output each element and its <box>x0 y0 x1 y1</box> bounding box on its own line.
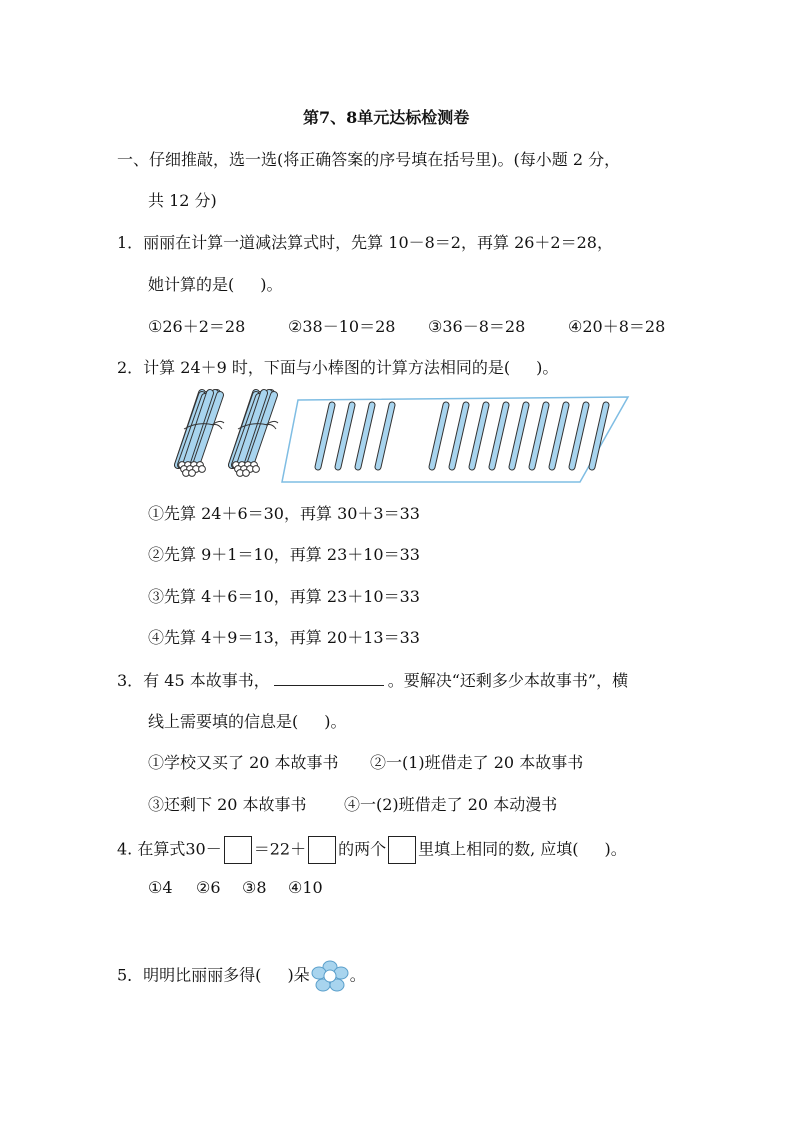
sticks-figure-svg <box>172 385 632 485</box>
q3-text <box>117 669 628 692</box>
q2-prompt-end: )。 <box>536 358 559 377</box>
section-heading: 一、仔细推敲，选一选(将正确答案的序号填在括号里)。(每小题 2 分， <box>117 150 621 169</box>
q2-option[interactable]: ④先算 4＋9＝13，再算 20＋13＝33 <box>148 628 420 647</box>
q5-prompt: 5．明明比丽丽多得( <box>117 965 262 985</box>
q4-prompt-a: 4. 在算式30－ <box>117 839 222 859</box>
q5-prompt-end: 。 <box>349 965 366 985</box>
q4-box[interactable] <box>308 836 336 864</box>
q3-fill-line[interactable] <box>274 669 384 686</box>
q4-prompt-e: )。 <box>604 839 627 859</box>
loose-stick <box>592 405 606 467</box>
q1-text-cont <box>148 274 283 296</box>
stick-bundle <box>178 393 224 476</box>
stick-bundle <box>232 393 278 476</box>
q1-prompt-end: )。 <box>260 275 283 294</box>
q4-prompt-b: ＝22＋ <box>253 839 307 859</box>
q4-prompt-d: 里填上相同的数, 应填( <box>418 839 579 859</box>
q3-option[interactable]: ③还剩下 20 本故事书 <box>148 795 307 814</box>
loose-stick <box>572 405 586 467</box>
q4-box[interactable] <box>224 836 252 864</box>
q1-option[interactable]: ①26＋2＝28 <box>148 317 246 336</box>
q3-prompt-end: 。要解决“还剩多少本故事书”，横 <box>387 671 629 690</box>
loose-stick <box>432 405 446 467</box>
loose-stick <box>338 405 352 467</box>
loose-stick <box>532 405 546 467</box>
loose-stick <box>358 405 372 467</box>
q4-option[interactable]: ③8 <box>242 878 267 897</box>
q2-option[interactable]: ③先算 4＋6＝10，再算 23＋10＝33 <box>148 587 420 606</box>
q1-prompt: 她计算的是( <box>148 275 235 294</box>
q5-prompt-mid: )朵 <box>287 965 310 985</box>
loose-stick <box>552 405 566 467</box>
q4-box-reference <box>388 836 416 864</box>
q3-option[interactable]: ②一(1)班借走了 20 本故事书 <box>370 753 584 772</box>
stick-end <box>243 470 250 477</box>
q4-text <box>117 836 627 864</box>
q2-text <box>117 357 558 379</box>
loose-stick <box>472 405 486 467</box>
stick-end <box>189 470 196 477</box>
loose-stick <box>492 405 506 467</box>
q1-option[interactable]: ④20＋8＝28 <box>568 317 666 336</box>
q5-text <box>117 960 366 992</box>
q4-prompt-c: 的两个 <box>338 839 387 859</box>
sticks-figure <box>172 385 632 485</box>
page-title: 第7、8单元达标检测卷 <box>303 108 470 127</box>
loose-stick <box>452 405 466 467</box>
q4-option[interactable]: ①4 <box>148 878 173 897</box>
stick-end <box>199 466 206 473</box>
stick-end <box>253 466 260 473</box>
loose-sticks-group <box>318 405 392 467</box>
q2-option[interactable]: ②先算 9＋1＝10，再算 23＋10＝33 <box>148 545 420 564</box>
q2-prompt: 2．计算 24＋9 时，下面与小棒图的计算方法相同的是( <box>117 358 511 377</box>
q2-option[interactable]: ①先算 24＋6＝30，再算 30＋3＝33 <box>148 504 420 523</box>
q3-option[interactable]: ①学校又买了 20 本故事书 <box>148 753 339 772</box>
q4-option[interactable]: ④10 <box>288 878 323 897</box>
q4-option[interactable]: ②6 <box>196 878 221 897</box>
loose-sticks-group <box>432 405 606 467</box>
flower-icon <box>310 960 350 992</box>
q3-option[interactable]: ④一(2)班借走了 20 本动漫书 <box>344 795 558 814</box>
q3-text-cont <box>148 711 347 733</box>
loose-stick <box>512 405 526 467</box>
q3-prompt2-end: )。 <box>324 712 347 731</box>
q1-option[interactable]: ②38－10＝28 <box>288 317 396 336</box>
q3-prompt: 3．有 45 本故事书， <box>117 671 270 690</box>
q1-option[interactable]: ③36－8＝28 <box>428 317 526 336</box>
q3-prompt2: 线上需要填的信息是( <box>148 712 299 731</box>
section-heading-cont: 共 12 分) <box>148 191 217 210</box>
loose-stick <box>318 405 332 467</box>
q1-text: 1．丽丽在计算一道减法算式时，先算 10－8＝2，再算 26＋2＝28， <box>117 233 613 252</box>
loose-stick <box>378 405 392 467</box>
